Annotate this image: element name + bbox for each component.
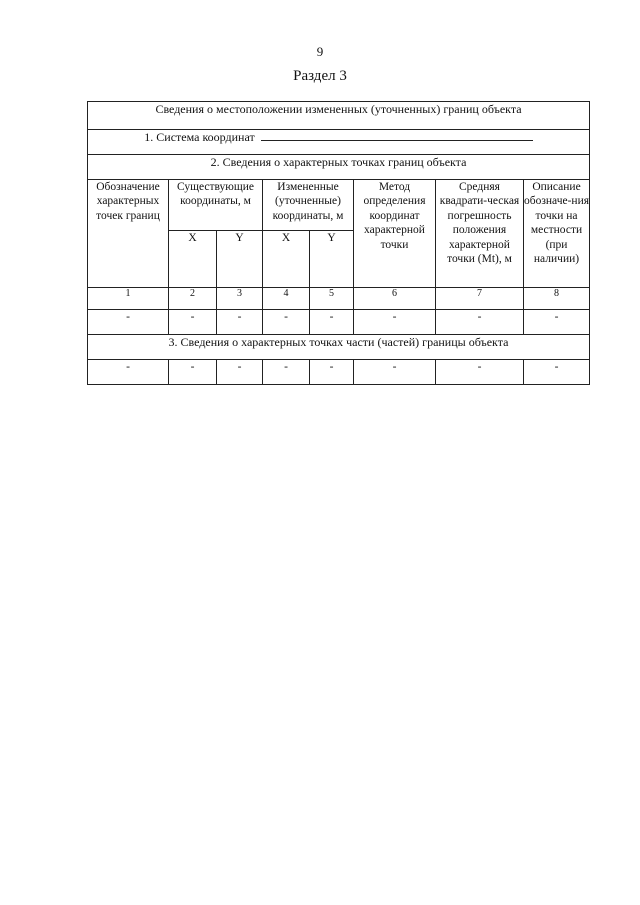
page-number: 9 [316, 44, 324, 59]
header-accuracy: Средняя квадрати-ческая погрешность положения характерной точки (Mt), м [436, 180, 524, 288]
table-cell: - [524, 310, 590, 335]
header-changed-x: X [263, 231, 310, 288]
header-existing-coords: Существующие координаты, м [169, 180, 263, 231]
header-existing-x: X [169, 231, 217, 288]
table-cell: - [354, 360, 436, 385]
boundary-table [87, 101, 590, 385]
table-cell: - [436, 310, 524, 335]
column-number: 1 [88, 288, 169, 310]
column-number: 6 [354, 288, 436, 310]
table-cell: - [217, 360, 263, 385]
header-changed-coords: Измененные (уточненные) координаты, м [263, 180, 354, 231]
column-number-row [88, 288, 590, 310]
table-cell: - [354, 310, 436, 335]
header-designation: Обозначение характерных точек границ [88, 180, 169, 288]
table-row [88, 360, 590, 385]
table-cell: - [169, 310, 217, 335]
table-cell: - [436, 360, 524, 385]
column-number: 7 [436, 288, 524, 310]
table-cell: - [524, 360, 590, 385]
header-existing-y: Y [217, 231, 263, 288]
header-method: Метод определения координат характерной точки [354, 180, 436, 288]
table-cell: - [88, 310, 169, 335]
header-changed-y: Y [310, 231, 354, 288]
column-number: 3 [217, 288, 263, 310]
coord-system-row [88, 130, 590, 155]
table-cell: - [169, 360, 217, 385]
table-cell: - [88, 360, 169, 385]
section3-label: 3. Сведения о характерных точках части (частей) границы объекта [88, 335, 590, 360]
section-title: Раздел 3 [293, 68, 347, 84]
header-description: Описание обозначе-ния точки на местности (при наличии) [524, 180, 590, 288]
table-cell: - [263, 360, 310, 385]
section2-label: 2. Сведения о характерных точках границ объекта [88, 155, 590, 180]
column-number: 4 [263, 288, 310, 310]
coord-system-blank [261, 130, 533, 141]
table-cell: - [217, 310, 263, 335]
table-cell: - [310, 360, 354, 385]
table-row [88, 310, 590, 335]
column-number: 8 [524, 288, 590, 310]
column-number: 2 [169, 288, 217, 310]
table-cell: - [263, 310, 310, 335]
column-number: 5 [310, 288, 354, 310]
table-cell: - [310, 310, 354, 335]
table-title: Сведения о местоположении измененных (уточненных) границ объекта [88, 102, 590, 130]
coord-system-label: 1. Система координат [144, 130, 255, 144]
